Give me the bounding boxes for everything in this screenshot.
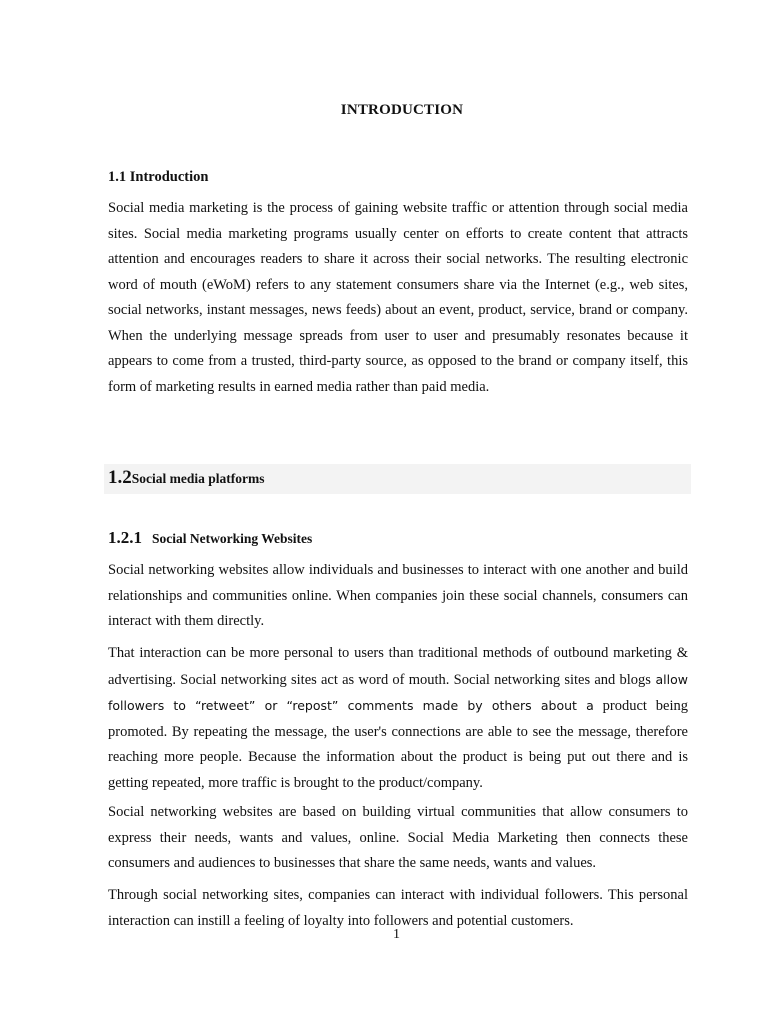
paragraph-2-end: product being promoted. By repeating the message, the user's connections are able to see the message, therefore reaching more people. Because the information about the product is being put out there and is getting repeated, more traffic is brought to the product/company. — [108, 698, 688, 791]
page-number: 1 — [393, 928, 400, 942]
section-heading-1-2 — [108, 467, 265, 489]
section-number-1-2: 1.2 — [108, 467, 132, 488]
paragraph-2-sans-segment: allow followers to “retweet” or “repost” comments made by others about a — [108, 671, 688, 713]
paragraph-social-networking-4: Through social networking sites, companies can interact with individual followers. This personal interaction can instill a feeling of loyalty into followers and potential customers. — [108, 887, 688, 929]
section-heading-1-2-1 — [108, 528, 312, 548]
section-heading-1-1: 1.1 Introduction — [108, 169, 209, 185]
paragraph-social-networking-2 — [108, 641, 688, 796]
paragraph-social-networking-3: Social networking websites are based on building virtual communities that allow consumers to express their needs, wants and values, online. Social Media Marketing then connects these consumers and audiences to businesses that share the same needs, wants and values. — [108, 804, 688, 871]
paragraph-2-start: That interaction can be more personal to users than traditional methods of outbound marketing & advertising. Social networking sites act as word of mouth. Social networking sites and blogs — [108, 645, 688, 688]
section-title-1-2: Social media platforms — [131, 471, 265, 486]
section-number-1-2-1: 1.2.1 — [108, 528, 142, 547]
paragraph-introduction: Social media marketing is the process of gaining website traffic or attention through social media sites. Social media marketing programs usually center on efforts to create content that attracts attention and encourages readers to share it across their social networks. The resulting electronic word of mouth (eWoM) refers to any statement consumers share via the Internet (e.g., web sites, social networks, instant messages, news feeds) about an event, product, service, brand or company. When the underlying message spreads from user to user and presumably resonates because it appears to come from a trusted, third-party source, as opposed to the brand or company itself, this form of marketing results in earned media rather than paid media. — [108, 200, 688, 395]
paragraph-social-networking-1: Social networking websites allow individuals and businesses to interact with one another and build relationships and communities online. When companies join these social channels, consumers can interact with them directly. — [108, 562, 688, 629]
page-title: INTRODUCTION — [340, 102, 464, 118]
section-title-1-2-1: Social Networking Websites — [152, 531, 313, 546]
